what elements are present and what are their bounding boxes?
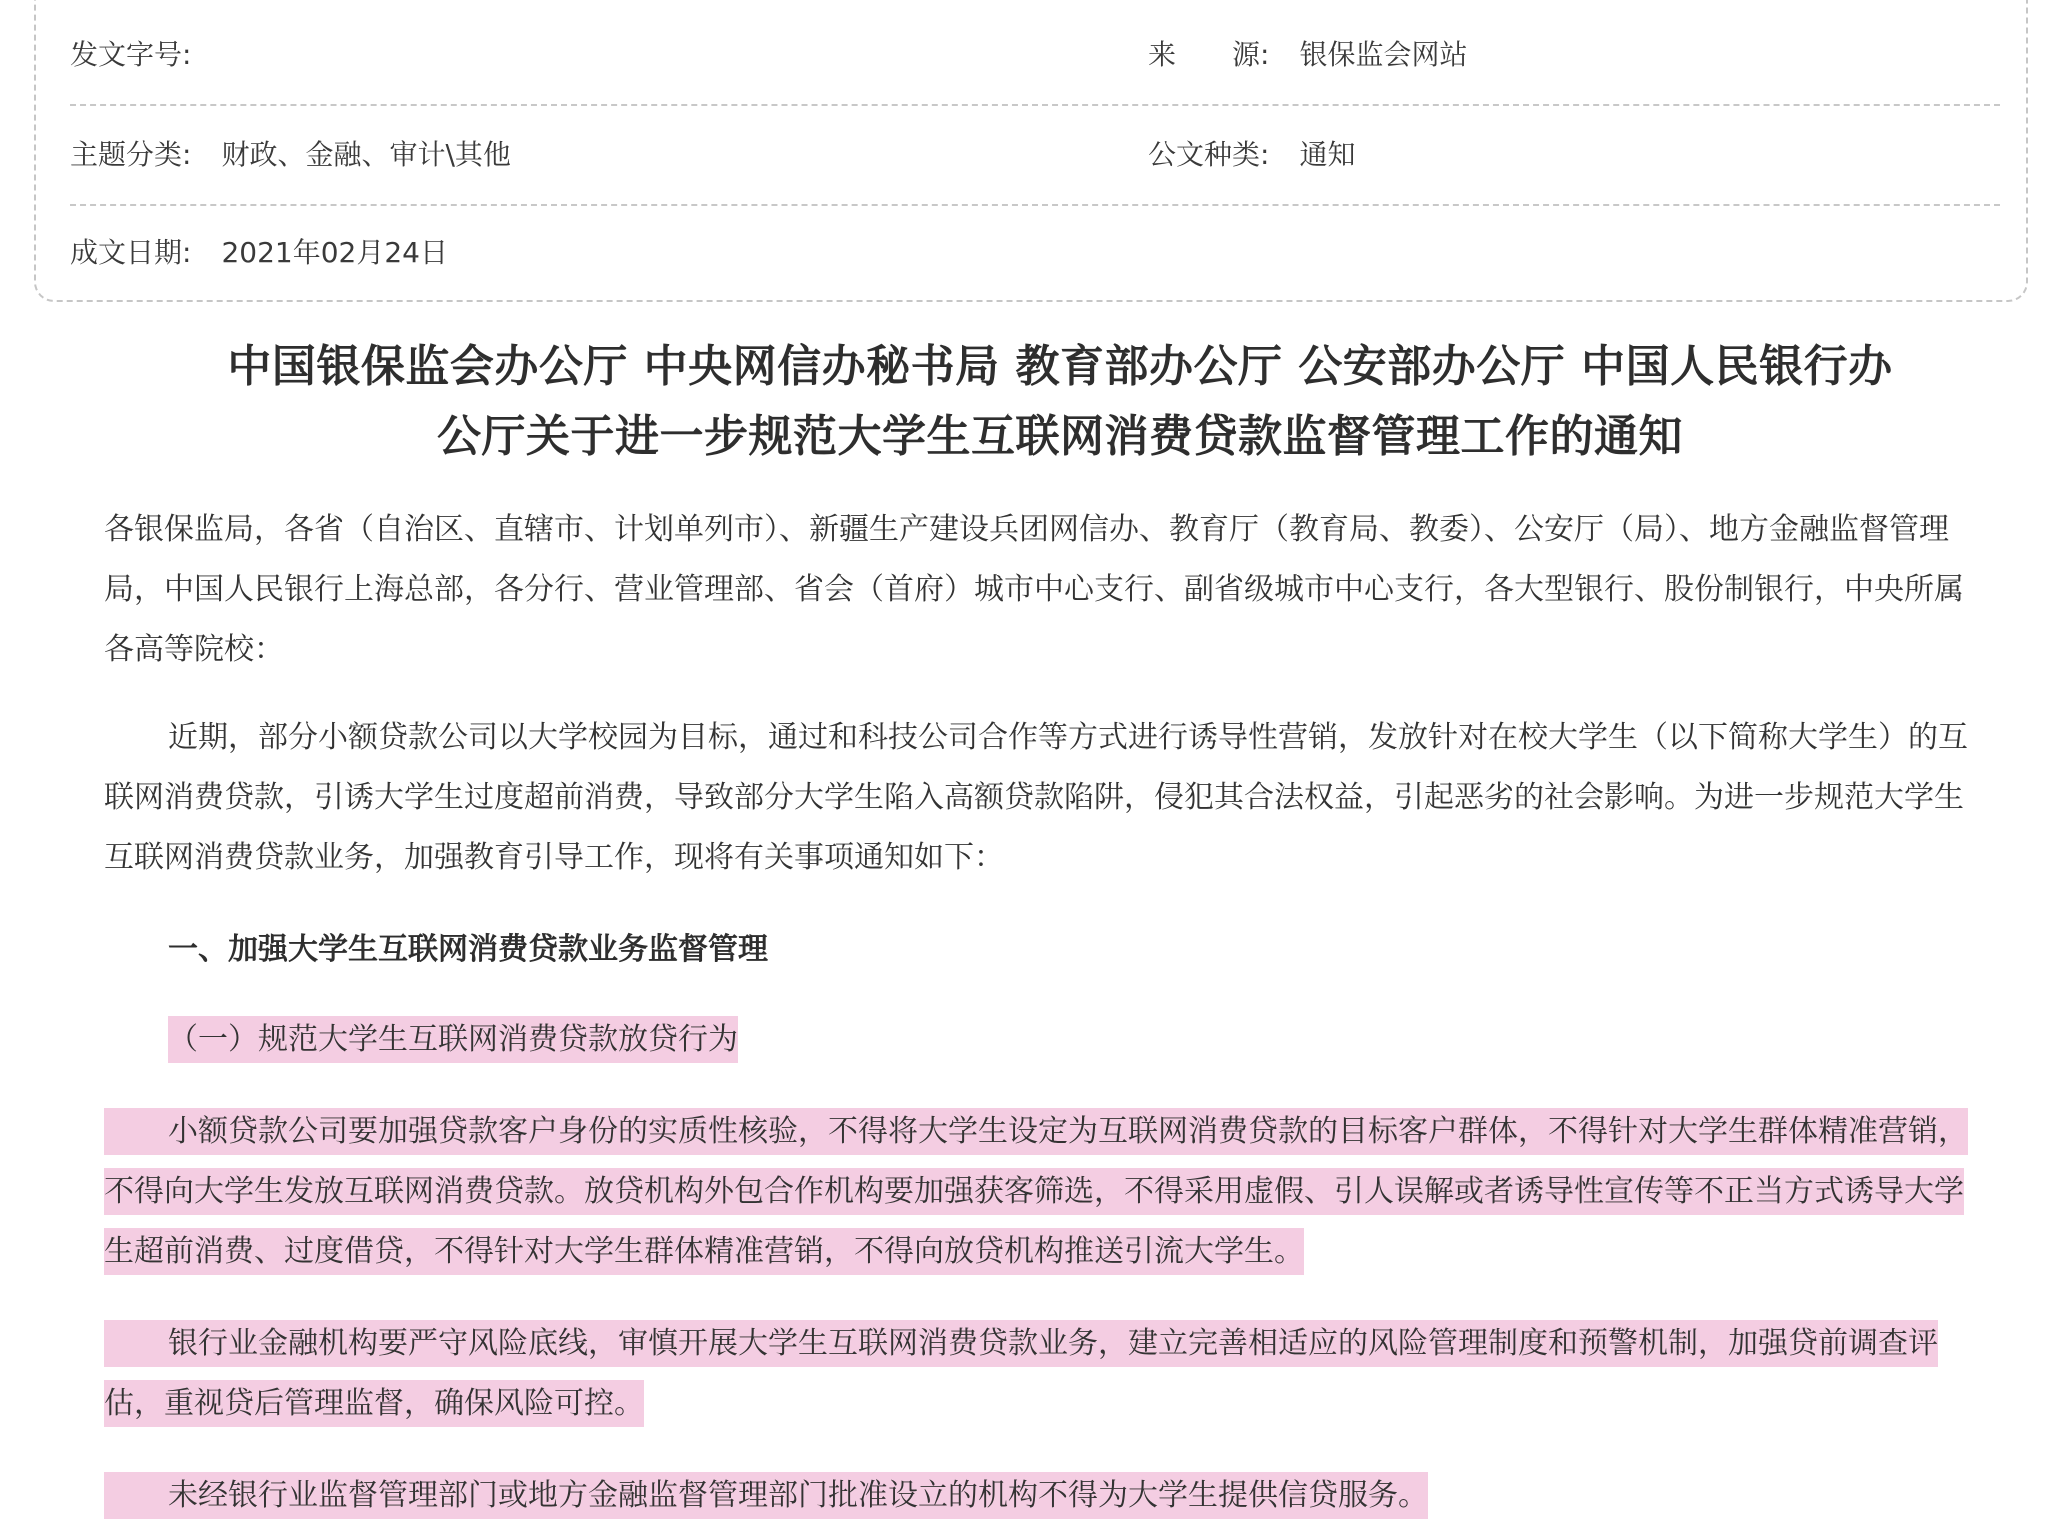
subsection-heading-text: （一）规范大学生互联网消费贷款放贷行为 (168, 1016, 738, 1063)
source-value: 银保监会网站 (1299, 38, 1468, 71)
para3-text: 未经银行业监督管理部门或地方金融监督管理部门批准设立的机构不得为大学生提供信贷服务。 (168, 1478, 1428, 1513)
paragraph-unapproved (104, 1466, 1984, 1526)
paragraph-unapproved-text (104, 1472, 1428, 1519)
intro-text: 近期，部分小额贷款公司以大学校园为目标，通过和科技公司合作等方式进行诱导性营销，发放针对在校大学生（以下简称大学生）的互联网消费贷款，引诱大学生过度超前消费，导致部分大学生陷入高额贷款陷阱，侵犯其合法权益，引起恶劣的社会影响。为进一步规范大学生互联网消费贷款业务，加强教育引导工作，现将有关事项通知如下： (104, 720, 1968, 875)
meta-row-doc-number (70, 6, 2000, 104)
paragraph-lending-rules-text (104, 1108, 1968, 1275)
title-line-1: 中国银保监会办公厅 中央网信办秘书局 教育部办公厅 公安部办公厅 中国人民银行办 (227, 341, 1893, 392)
category-value: 财政、金融、审计\其他 (221, 138, 511, 171)
date-value: 2021年02月24日 (221, 236, 448, 269)
source-field (1148, 6, 1467, 104)
doc-type-field (1148, 106, 1355, 204)
para2-text: 银行业金融机构要严守风险底线，审慎开展大学生互联网消费贷款业务，建立完善相适应的风险管理制度和预警机制，加强贷前调查评估，重视贷后管理监督，确保风险可控。 (104, 1326, 1938, 1421)
para1-text: 小额贷款公司要加强贷款客户身份的实质性核验，不得将大学生设定为互联网消费贷款的目标客户群体，不得针对大学生群体精准营销，不得向大学生发放互联网消费贷款。放贷机构外包合作机构要加强获客筛选，不得采用虚假、引人误解或者诱导性宣传等不正当方式诱导大学生超前消费、过度借贷，不得针对大学生群体精准营销，不得向放贷机构推送引流大学生。 (104, 1114, 1968, 1269)
paragraph-bank-risk (104, 1314, 1984, 1434)
doc-type-value: 通知 (1299, 138, 1356, 171)
doc-type-label: 公文种类: (1148, 138, 1270, 171)
title-line-2: 公厅关于进一步规范大学生互联网消费贷款监督管理工作的通知 (437, 411, 1683, 462)
date-label: 成文日期: (70, 236, 192, 269)
paragraph-bank-risk-text (104, 1320, 1938, 1427)
intro-paragraph (104, 708, 1984, 888)
doc-number-label: 发文字号: (70, 38, 192, 71)
source-label: 来 源: (1148, 38, 1270, 71)
meta-row-date (70, 204, 2000, 302)
subsection-heading (168, 1010, 2048, 1070)
meta-row-category (70, 106, 2000, 204)
document-title (120, 332, 2000, 472)
addressees-paragraph: 各银保监局，各省（自治区、直辖市、计划单列市）、新疆生产建设兵团网信办、教育厅（教育局、教委）、公安厅（局）、地方金融监督管理局，中国人民银行上海总部，各分行、营业管理部、省会（首府）城市中心支行、副省级城市中心支行，各大型银行、股份制银行，中央所属各高等院校： (104, 512, 1964, 667)
paragraph-lending-rules (104, 1102, 1984, 1282)
section-heading: 一、加强大学生互联网消费贷款业务监督管理 (168, 932, 768, 967)
category-label: 主题分类: (70, 138, 192, 171)
